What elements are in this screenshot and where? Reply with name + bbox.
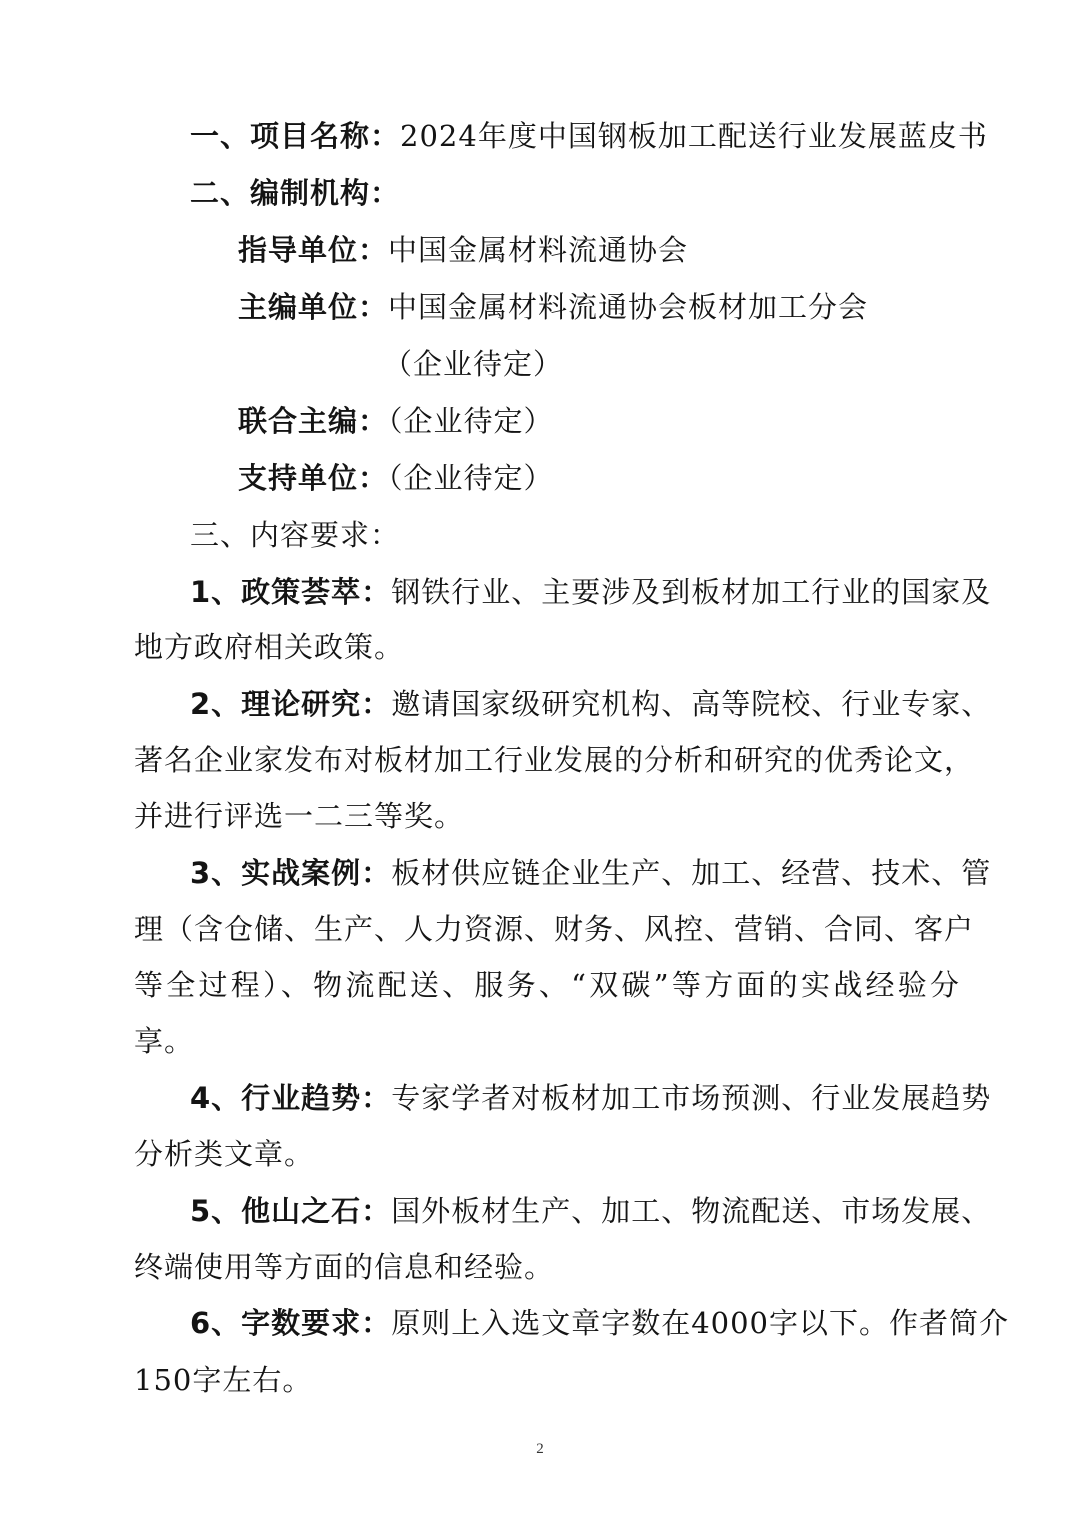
item-1-text-2: 地方政府相关政策。: [134, 630, 405, 664]
chief-unit-value-2: （企业待定）: [383, 347, 564, 381]
item-4-line-1: [134, 1078, 992, 1118]
item-6-label: 6、字数要求：: [190, 1306, 392, 1340]
content-requirements-heading: [190, 515, 400, 555]
item-1-text-1: 钢铁行业、主要涉及到板材加工行业的国家及: [391, 575, 992, 609]
item-2-text-2: 著名企业家发布对板材加工行业发展的分析和研究的优秀论文，: [134, 743, 975, 777]
support-unit-value: （企业待定）: [388, 461, 554, 495]
chief-unit-line: [238, 287, 868, 327]
item-3-line-2: [134, 909, 975, 949]
project-name-line: [190, 116, 988, 156]
page-number: 2: [536, 1441, 544, 1457]
guide-unit-label: 指导单位：: [238, 233, 389, 267]
item-5-line-1: [134, 1191, 992, 1231]
item-3-text-2: 理（含仓储、生产、人力资源、财务、风控、营销、合同、客户: [134, 912, 975, 946]
item-1-label: 1、政策荟萃：: [190, 575, 392, 609]
joint-editor-line: [238, 401, 554, 441]
item-1-line-2: [134, 627, 404, 667]
guide-unit-line: [238, 230, 688, 270]
item-2-line-1: [134, 684, 992, 724]
item-5-text-2: 终端使用等方面的信息和经验。: [134, 1250, 555, 1284]
guide-unit-value: 中国金属材料流通协会: [388, 233, 689, 267]
item-2-label: 2、理论研究：: [190, 687, 392, 721]
item-4-line-2: [134, 1134, 314, 1174]
item-5-label: 5、他山之石：: [190, 1194, 392, 1228]
item-2-text-3: 并进行评选一二三等奖。: [134, 799, 465, 833]
joint-editor-label: 联合主编：: [238, 404, 389, 438]
item-6-text-2: 150字左右。: [134, 1363, 313, 1397]
content-requirements-label: 三、内容要求：: [190, 518, 401, 552]
item-5-line-2: [134, 1247, 554, 1287]
item-2-line-3: [134, 796, 464, 836]
item-2-text-1: 邀请国家级研究机构、高等院校、行业专家、: [391, 687, 992, 721]
chief-unit-line-2: [383, 344, 563, 384]
item-4-text-2: 分析类文章。: [134, 1137, 315, 1171]
project-name-label: 一、项目名称：: [190, 119, 401, 153]
item-6-text-1: 原则上入选文章字数在4000字以下。作者简介: [391, 1306, 1009, 1340]
item-3-text-1: 板材供应链企业生产、加工、经营、技术、管: [391, 856, 992, 890]
item-3-text-4: 享。: [134, 1024, 195, 1058]
project-name-value: 2024年度中国钢板加工配送行业发展蓝皮书: [400, 119, 988, 153]
item-3-line-4: [134, 1021, 194, 1061]
item-6-line-1: [134, 1303, 1009, 1343]
item-1-line-1: [134, 572, 992, 612]
joint-editor-value: （企业待定）: [388, 404, 554, 438]
support-unit-label: 支持单位：: [238, 461, 389, 495]
item-2-line-2: [134, 740, 975, 780]
item-5-text-1: 国外板材生产、加工、物流配送、市场发展、: [391, 1194, 992, 1228]
compiler-heading: [190, 173, 400, 213]
item-3-line-3: [134, 965, 960, 1005]
chief-unit-label: 主编单位：: [238, 290, 389, 324]
item-3-line-1: [134, 853, 992, 893]
chief-unit-value: 中国金属材料流通协会板材加工分会: [388, 290, 869, 324]
item-4-label: 4、行业趋势：: [190, 1081, 392, 1115]
item-3-label: 3、实战案例：: [190, 856, 392, 890]
support-unit-line: [238, 458, 554, 498]
compiler-heading-label: 二、编制机构：: [190, 176, 401, 210]
item-6-line-2: [134, 1360, 312, 1400]
item-3-text-3: 等全过程）、物流配送、服务、“双碳”等方面的实战经验分: [134, 968, 960, 1002]
item-4-text-1: 专家学者对板材加工市场预测、行业发展趋势: [391, 1081, 992, 1115]
